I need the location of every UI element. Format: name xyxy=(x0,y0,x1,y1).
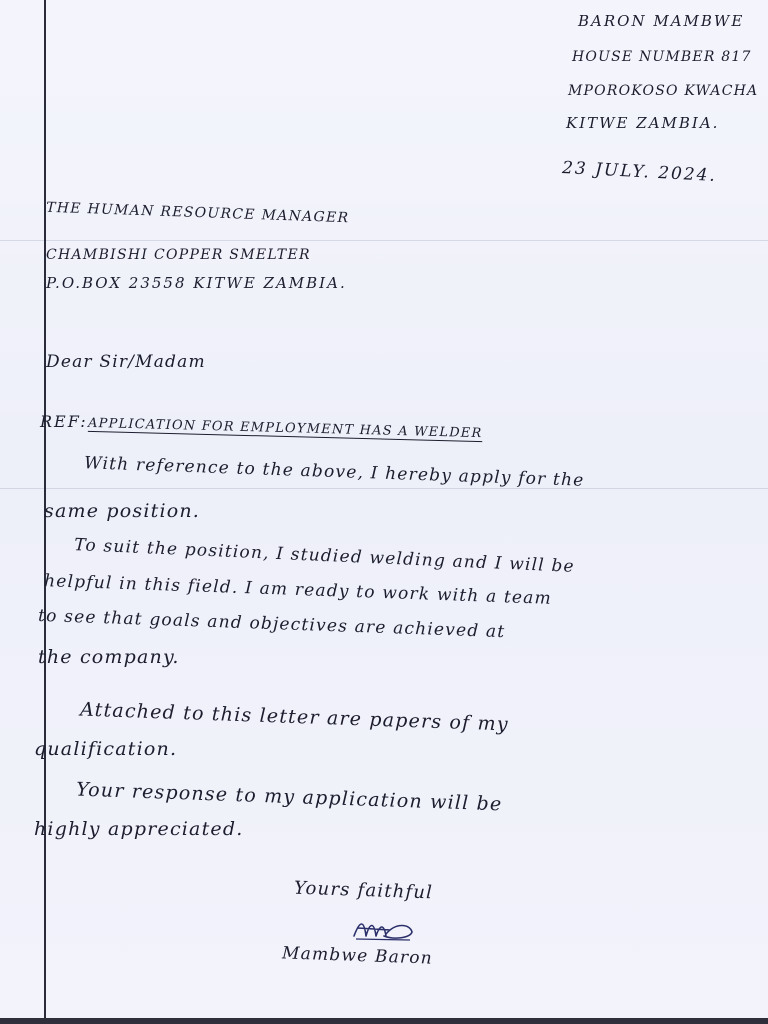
body-line: to see that goals and objectives are achieved at xyxy=(37,605,506,643)
paper-fold xyxy=(0,488,768,489)
recipient-line: CHAMBISHI COPPER SMELTER xyxy=(46,247,311,263)
signature-name: Mambwe Baron xyxy=(281,943,434,969)
sender-address-line: KITWE ZAMBIA. xyxy=(566,114,720,132)
body-line: qualification. xyxy=(34,738,178,760)
paper-fold xyxy=(0,240,768,241)
body-line: helpful in this field. I am ready to work with a team xyxy=(43,571,553,609)
signature-mark xyxy=(350,914,420,944)
sender-address-line: HOUSE NUMBER 817 xyxy=(572,49,752,65)
letter-date: 23 JULY. 2024. xyxy=(561,157,718,187)
body-line: With reference to the above, I hereby apply for the xyxy=(83,453,585,491)
sender-name: BARON MAMBWE xyxy=(578,12,745,30)
body-line: highly appreciated. xyxy=(34,818,244,840)
recipient-line: THE HUMAN RESOURCE MANAGER xyxy=(45,199,350,227)
salutation: Dear Sir/Madam xyxy=(46,352,206,372)
body-line: Your response to my application will be xyxy=(75,778,503,816)
ref-subject: APPLICATION FOR EMPLOYMENT HAS A WELDER xyxy=(87,415,483,442)
sender-address-line: MPOROKOSO KWACHA xyxy=(568,83,759,99)
scan-edge xyxy=(0,1018,768,1024)
body-line: To suit the position, I studied welding and I will be xyxy=(73,535,576,577)
body-line: the company. xyxy=(38,646,180,668)
body-line: same position. xyxy=(44,500,201,522)
ref-prefix: REF: xyxy=(40,412,88,431)
closing: Yours faithful xyxy=(293,877,434,904)
body-line: Attached to this letter are papers of my xyxy=(79,698,510,736)
recipient-line: P.O.BOX 23558 KITWE ZAMBIA. xyxy=(46,274,347,292)
